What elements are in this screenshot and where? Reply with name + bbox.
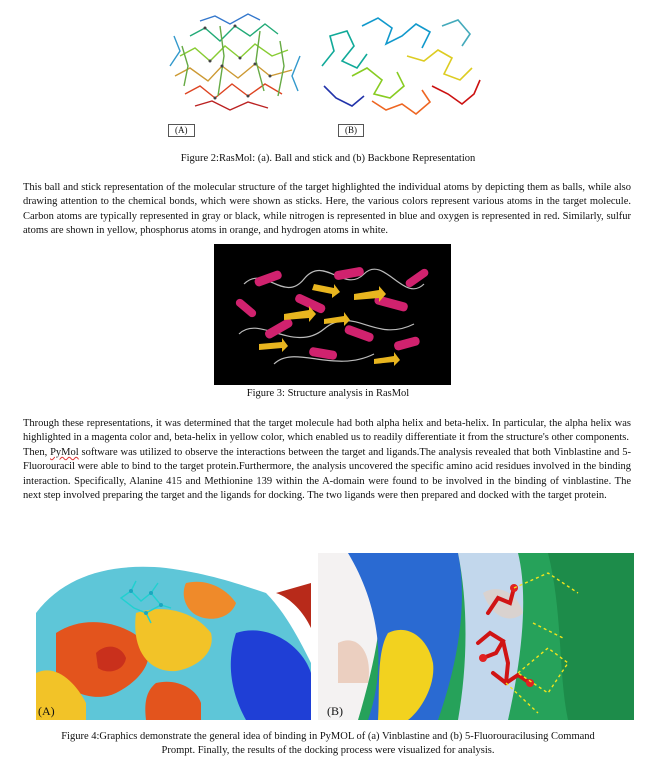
paragraph-3-rest: software was utilized to observe the interactions between the target and ligands.The analysis revealed that both Vinblastine and 5- Fluorouracil were able to bind to the target protein.Furthermore, the analysis uncovered the specific amino acid residues involved in the binding interaction. Specifically, Alanine 415 and Methionine 139 within the A-domain were found to be involved in the binding of vinblastine. The next step involved preparing the target and the ligands for docking. The two ligands were then prepared and docked with the target protein.: [23, 446, 632, 502]
figure4-panel-a-image: [36, 553, 311, 720]
figure2-panel-b-label: (B): [338, 124, 364, 137]
paragraph-2-text: Through these representations, it was determined that the target molecule had both alpha helix and beta-helix. In particular, the alpha helix was highlighted in a magenta color and, beta-helix in yellow color, which enabled us to readily differentiate it from the structure's other components.: [23, 418, 631, 444]
figure4-panel-b-image: [318, 553, 634, 720]
figure3-caption: Figure 3: Structure analysis in RasMol: [246, 388, 410, 399]
pymol-word: PyMol: [50, 446, 79, 458]
figure3-image: [214, 244, 451, 385]
paragraph-ball-and-stick: [23, 181, 631, 239]
figure2-caption: Figure 2:RasMol: (a). Ball and stick and (b) Backbone Representation: [180, 153, 476, 164]
figure4-caption-line1: Figure 4:Graphics demonstrate the general idea of binding in PyMOL of (a) Vinblastine and (b) 5-Fluorouracilusing Command: [61, 731, 595, 742]
paragraph-3: [23, 446, 631, 504]
figure4-panel-a-label: (A): [38, 704, 55, 718]
figure4-caption-line2: Prompt. Finally, the results of the docking process were visualized for analysis.: [161, 745, 495, 756]
paragraph-3-start: Then,: [23, 446, 51, 458]
figure2-panel-b-image: [312, 6, 484, 124]
paragraph-structure-analysis: [23, 417, 631, 503]
figure4-panel-b-label: (B): [327, 704, 343, 718]
figure2-panel-a-image: [160, 6, 310, 124]
paragraph-1-text: This ball and stick representation of the molecular structure of the target highlighted the individual atoms by depicting them as balls, while also drawing attention to the chemical bonds, which were shown as sticks. Here, the various colors represent various atoms in the target molecule. Carbon atoms are typically represented in gray or black, while nitrogen is represented in blue and oxygen is represented in red. Similarly, sulfur atoms are shown in yellow, phosphorus atoms in orange, and hydrogen atoms in white.: [23, 182, 631, 237]
figure2-panel-a-label: (A): [168, 124, 195, 137]
